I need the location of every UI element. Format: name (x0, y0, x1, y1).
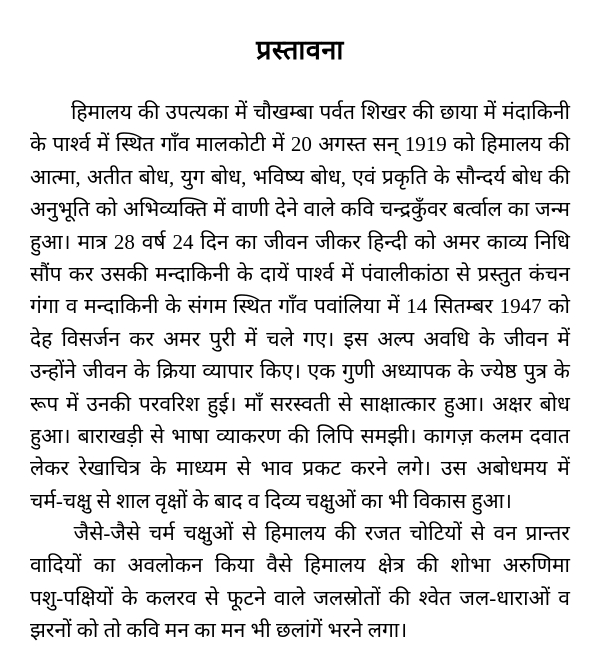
word: बाराखड़ी (77, 423, 143, 448)
word: अगस्त (318, 132, 367, 157)
word: हिमालय (264, 521, 326, 546)
text-line (30, 582, 570, 614)
word: की (334, 521, 357, 546)
word: गाँव (160, 132, 190, 157)
word: सौंप (30, 261, 62, 286)
word: भाषा (171, 423, 210, 448)
text-line: झरनों को तो कवि मन का मन भी छलांगें भरने लगा। (30, 618, 408, 643)
word: कर (129, 326, 154, 351)
word: 20 (290, 132, 312, 157)
word: के (457, 359, 474, 384)
word: व्याकरण (216, 423, 281, 448)
word: बर्त्वाल (453, 197, 502, 222)
word: अवलोकन (127, 553, 203, 578)
word: के (165, 294, 182, 319)
word: जैसे-जैसे (73, 521, 141, 546)
word: जल-धाराओं (459, 585, 551, 610)
word: वन (493, 521, 517, 546)
paragraph-indent (30, 96, 65, 128)
text-line (30, 323, 570, 355)
word: पुत्र (523, 359, 548, 384)
word: हिन्दी (367, 229, 408, 254)
word: के (553, 359, 570, 384)
word: उनकी (86, 391, 132, 416)
word: हुआ। (30, 423, 71, 448)
word: अक्षर (492, 391, 532, 416)
word: समझी। (360, 423, 417, 448)
word: में (483, 100, 497, 124)
word: लेकर (30, 456, 69, 481)
text-line (30, 517, 570, 549)
word: के (150, 456, 167, 481)
word: में (244, 326, 258, 351)
text-line (30, 549, 570, 581)
word: इस (343, 326, 369, 351)
word: में (96, 132, 110, 157)
word: अरुणिमा (502, 553, 570, 578)
word: प्रकट (302, 456, 341, 481)
word: गुणी (342, 359, 375, 384)
word: 28 (113, 229, 135, 254)
word: मालकोटी (195, 132, 266, 157)
text-line (30, 355, 570, 387)
document-body (30, 96, 570, 647)
text-line (30, 226, 570, 258)
word: की (548, 132, 570, 157)
word: लगे। (396, 456, 431, 481)
word: चले (266, 326, 294, 351)
word: की (548, 164, 570, 189)
page-title: प्रस्तावना (256, 35, 344, 65)
word: के (121, 585, 138, 610)
text-line (30, 161, 570, 193)
text-line (30, 128, 570, 160)
text-line (30, 193, 570, 225)
word: के (433, 164, 450, 189)
word: देह (30, 326, 53, 351)
word: जलस्रोतों (313, 585, 381, 610)
word: अल्प (377, 326, 415, 351)
word: कलम (479, 423, 523, 448)
word: हिमालय (304, 553, 366, 578)
word: हुआ। (443, 391, 485, 416)
word: में (213, 197, 226, 222)
word: से (236, 456, 251, 481)
word: शिखर (360, 100, 407, 124)
word: छाया (439, 100, 478, 124)
paragraph-indent (30, 517, 65, 549)
word: अतीत (86, 164, 133, 189)
word: किया (214, 553, 255, 578)
text-line (30, 96, 570, 128)
word: बोध, (310, 164, 347, 189)
word: उपत्यका (165, 100, 229, 124)
word: साक्षात्कार (359, 391, 436, 416)
word: के (133, 359, 150, 384)
word: स्थित (233, 294, 272, 319)
word: का (507, 197, 530, 222)
word: 14 (406, 294, 428, 319)
word: वैसे (266, 553, 293, 578)
word: को (453, 132, 475, 157)
word: वाणी (231, 197, 270, 222)
word: पार्श्व (296, 261, 334, 286)
word: संगम (187, 294, 227, 319)
word: में (557, 326, 570, 351)
word: अवधि (423, 326, 470, 351)
word: में (557, 456, 570, 481)
word: से (470, 521, 485, 546)
word: लिपि (316, 423, 354, 448)
text-line (30, 258, 570, 290)
word: किए। (259, 359, 301, 384)
word: वादियों (30, 553, 82, 578)
word: रूप (30, 391, 59, 416)
word: उन्होंने (30, 359, 77, 384)
word: जीवन (82, 359, 128, 384)
word: से (241, 521, 257, 546)
word: व (65, 294, 78, 319)
word: से (149, 423, 165, 448)
word: सौन्दर्य (456, 164, 506, 189)
word: एक (307, 359, 336, 384)
word: पवांलिया (314, 294, 381, 319)
word: करने (350, 456, 388, 481)
word: की (388, 585, 411, 610)
word: हुई। (207, 391, 237, 416)
word: फूटने (227, 585, 266, 610)
word: चोटियों (409, 521, 462, 546)
word: में (272, 132, 285, 157)
word: जन्म (535, 197, 570, 222)
word: के (478, 326, 495, 351)
word: में (66, 391, 79, 416)
word: को (548, 294, 570, 319)
word: परवरिश (138, 391, 200, 416)
word: की (137, 100, 160, 124)
word: चक्षुओं (183, 521, 234, 546)
word: अध्यापक (381, 359, 451, 384)
word: सितम्बर (433, 294, 493, 319)
word: गंगा (30, 294, 60, 319)
word: अमर (442, 229, 480, 254)
word: प्रकृति (381, 164, 428, 189)
text-line: चर्म-चक्षु से शाल वृक्षों के बाद व दिव्य चक्षुओं का भी विकास हुआ। (30, 488, 513, 513)
word: स्थित (115, 132, 155, 157)
word: माध्यम (176, 456, 227, 481)
word: सरस्वती (270, 391, 331, 416)
word: कागज़ (423, 423, 473, 448)
word: दायें (260, 261, 289, 286)
word: का (235, 229, 257, 254)
word: चौखम्बा (253, 100, 314, 124)
word: की (287, 423, 310, 448)
word: को (414, 229, 436, 254)
word: वर्ष (141, 229, 166, 254)
word: पार्श्व (52, 132, 91, 157)
word: उस (440, 456, 467, 481)
word: मात्र (77, 229, 108, 254)
word: रेखाचित्र (78, 456, 141, 481)
word: प्रस्तुत (477, 261, 522, 286)
word: कंचन (528, 261, 570, 286)
word: की (412, 100, 434, 124)
word: हिमालय (480, 132, 542, 157)
word: उसकी (100, 261, 148, 286)
word: दवात (529, 423, 570, 448)
word: मंदाकिनी (502, 100, 570, 124)
word: व्यापार (202, 359, 254, 384)
word: में (341, 261, 354, 286)
word: सन् (372, 132, 399, 157)
word: के (236, 261, 253, 286)
word: श्वेत (418, 585, 452, 610)
word: में (387, 294, 400, 319)
word: अमर (163, 326, 201, 351)
word: प्रान्तर (525, 521, 570, 546)
word: वाले (273, 585, 306, 610)
word: बोध, (138, 164, 175, 189)
word: के (30, 132, 47, 157)
word: शोभा (450, 553, 491, 578)
word: अबोधमय (476, 456, 548, 481)
word: चर्म (148, 521, 175, 546)
word: अनुभूति (30, 197, 90, 222)
word: निधि (534, 229, 570, 254)
paragraph (30, 96, 570, 517)
word: मन्दाकिनी (84, 294, 159, 319)
word: कर (68, 261, 94, 286)
word: बोध, (210, 164, 247, 189)
word: गए। (303, 326, 335, 351)
text-line (30, 452, 570, 484)
word: हुआ। (30, 229, 71, 254)
word: 1947 (499, 294, 542, 319)
word: का (93, 553, 116, 578)
paragraph (30, 517, 570, 647)
word: कलरव (145, 585, 197, 610)
word: जीकर (315, 229, 361, 254)
word: एवं (352, 164, 376, 189)
word: युग (180, 164, 205, 189)
word: वाले (303, 197, 335, 222)
word: पंवालीकांठा (360, 261, 449, 286)
word: मन्दाकिनी (155, 261, 230, 286)
word: को (95, 197, 118, 222)
word: गाँव (278, 294, 308, 319)
word: व (558, 585, 570, 610)
word: हिमालय (70, 100, 132, 124)
text-line (30, 290, 570, 322)
word: रजत (364, 521, 401, 546)
word: की (416, 553, 439, 578)
word: 1919 (404, 132, 447, 157)
word: बोध (539, 391, 570, 416)
word: चन्द्रकुँवर (379, 197, 448, 222)
word: से (456, 261, 471, 286)
word: जीवन (263, 229, 309, 254)
word: क्षेत्र (377, 553, 405, 578)
word: माँ (244, 391, 263, 416)
word: भविष्य (252, 164, 305, 189)
text-line (30, 388, 570, 420)
text-line (30, 420, 570, 452)
word: क्रिया (156, 359, 196, 384)
word: से (338, 391, 353, 416)
word: दिन (200, 229, 229, 254)
word: ज्येष्ठ (480, 359, 517, 384)
word: देने (275, 197, 298, 222)
word: 24 (172, 229, 194, 254)
word: में (234, 100, 248, 124)
word: विसर्जन (61, 326, 121, 351)
word: जीवन (503, 326, 549, 351)
word: कवि (340, 197, 375, 222)
word: अभिव्यक्ति (123, 197, 208, 222)
word: भाव (260, 456, 293, 481)
word: काव्य (486, 229, 528, 254)
word: पर्वत (319, 100, 355, 124)
word: आत्मा, (30, 164, 81, 189)
word: बोध (511, 164, 543, 189)
word: पुरी (209, 326, 236, 351)
word: से (204, 585, 219, 610)
word: पशु-पक्षियों (30, 585, 114, 610)
